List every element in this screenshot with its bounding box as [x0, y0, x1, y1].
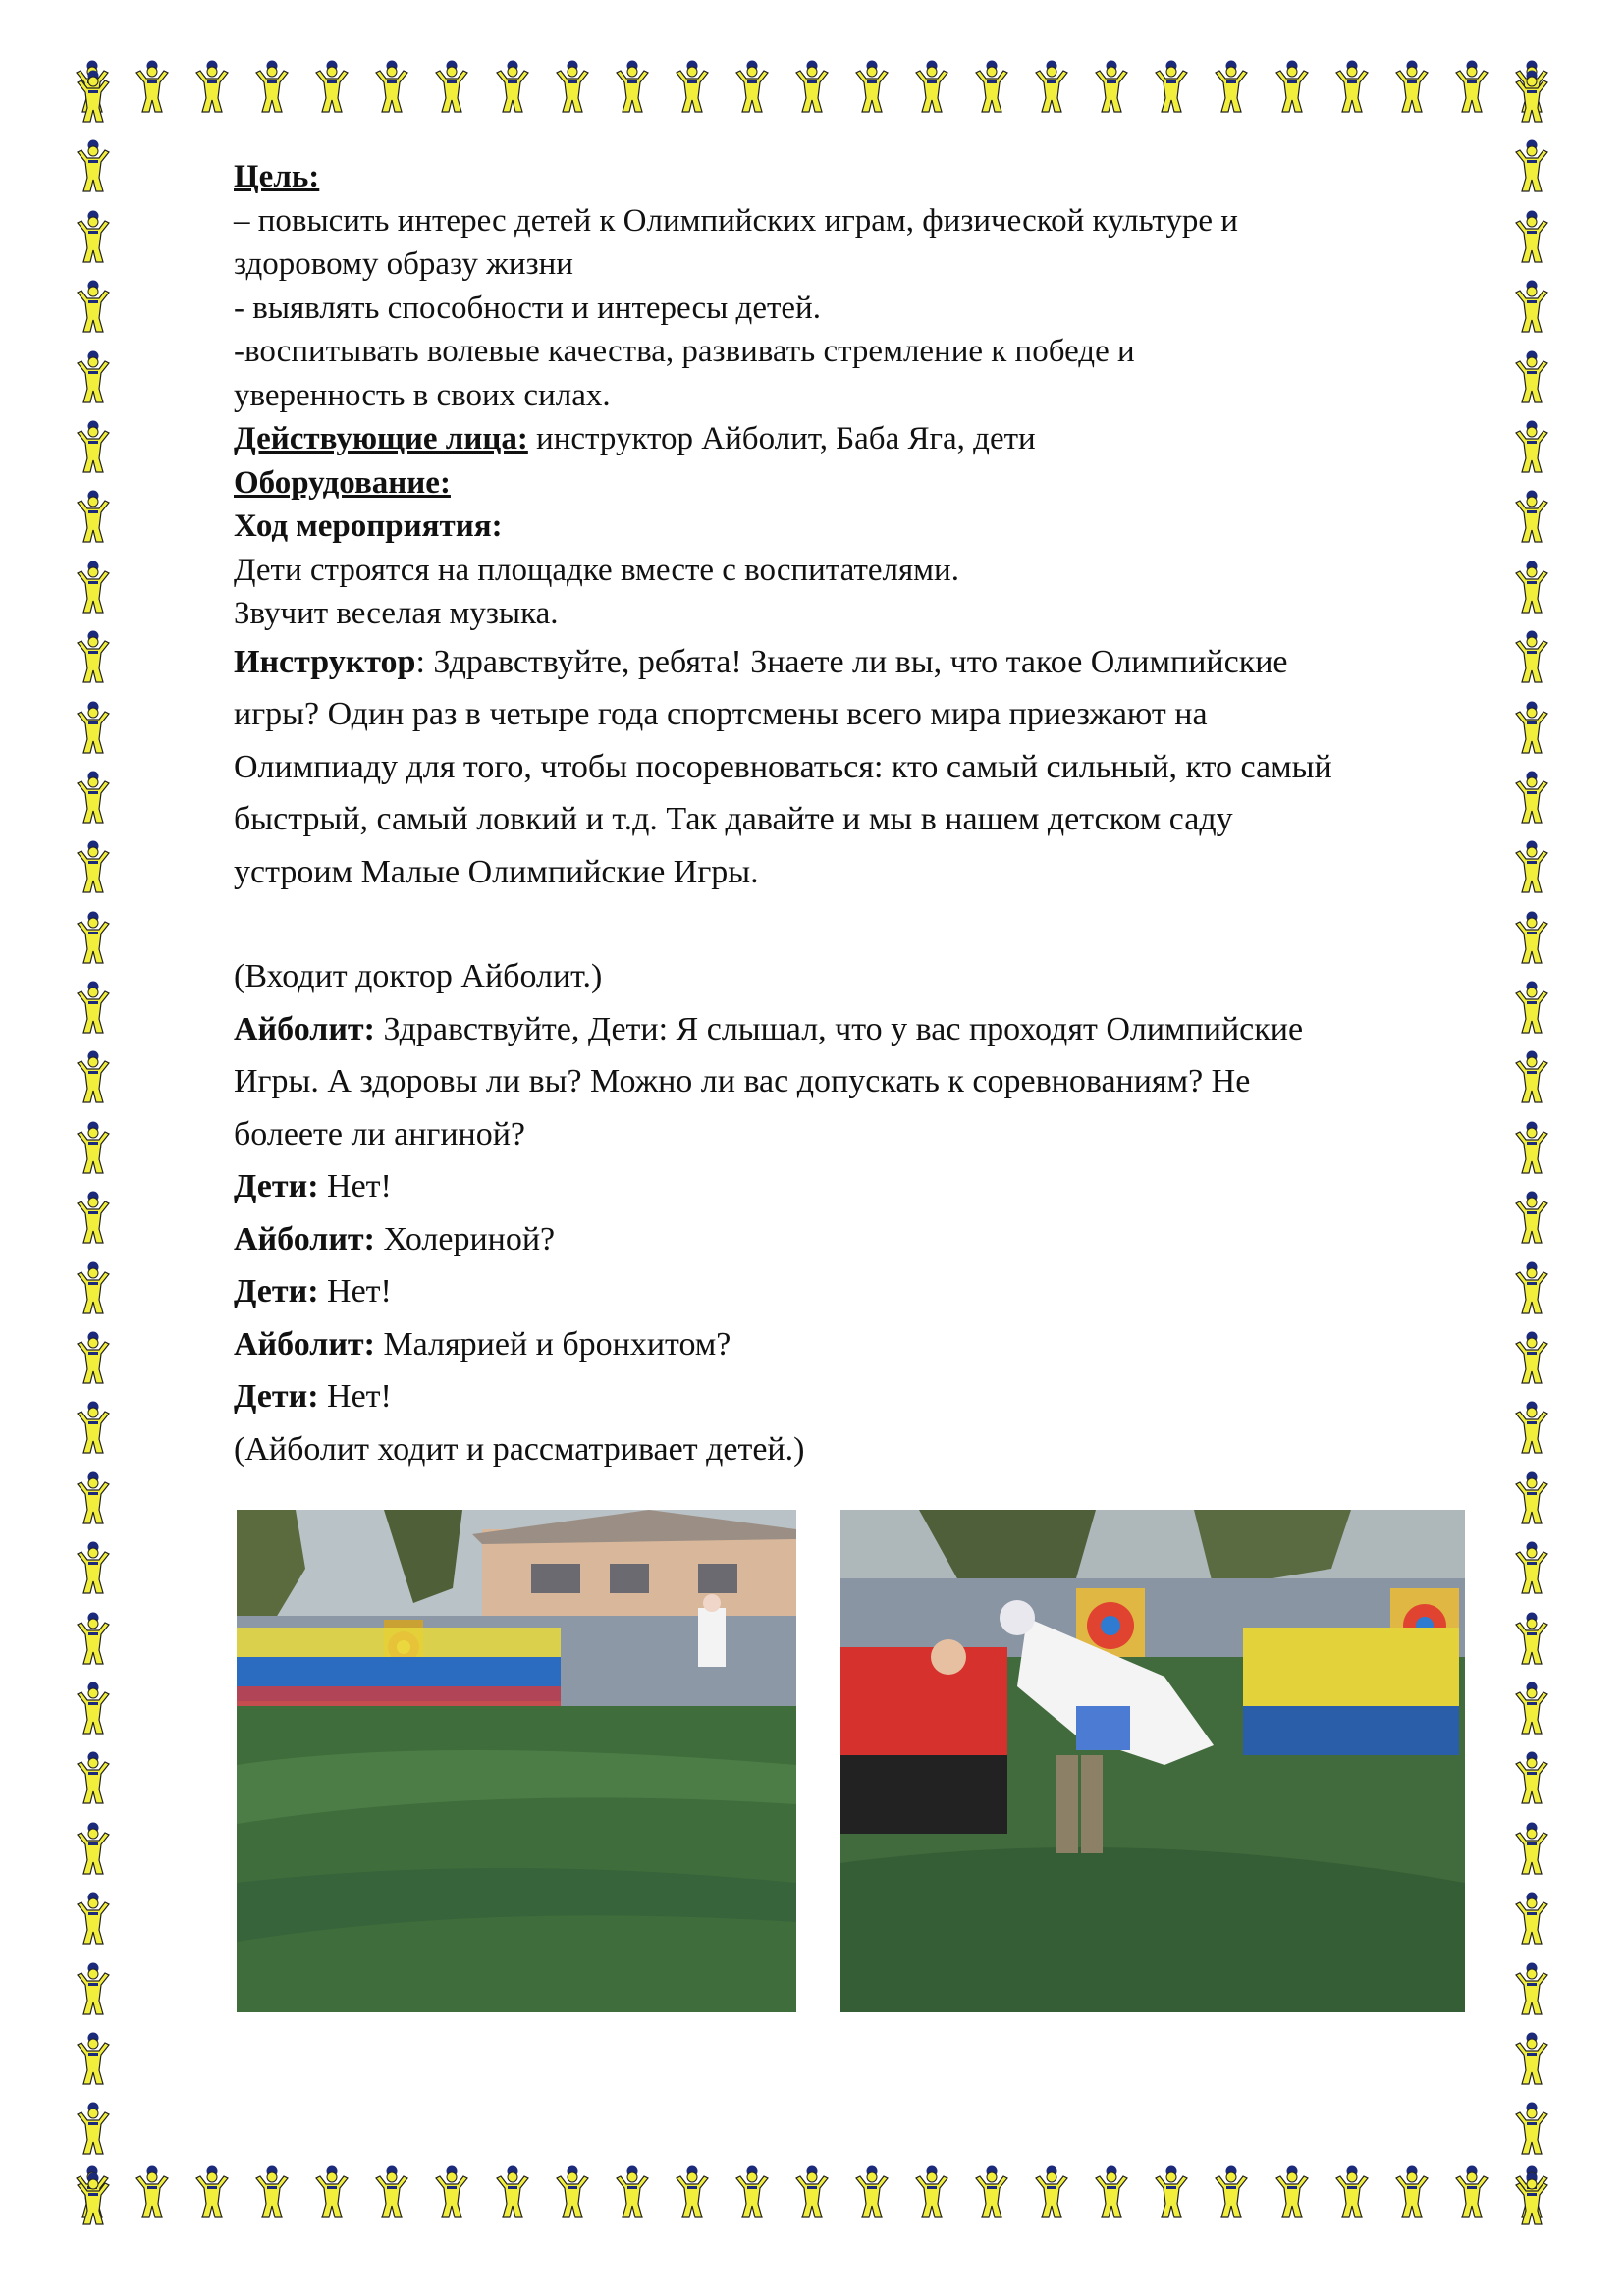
- border-figure-icon: [1512, 1821, 1551, 1878]
- border-figure-icon: [74, 1961, 113, 2018]
- border-bottom: [73, 2164, 1551, 2233]
- border-figure-icon: [74, 1540, 113, 1597]
- border-figure-icon: [852, 2164, 892, 2221]
- border-figure-icon: [1452, 2164, 1491, 2221]
- speaker-label: Айболит:: [234, 1325, 375, 1362]
- border-figure-icon: [613, 59, 652, 116]
- border-figure-icon: [1512, 1961, 1551, 2018]
- border-figure-icon: [74, 2031, 113, 2088]
- border-figure-icon: [74, 1260, 113, 1317]
- border-figure-icon: [74, 2101, 113, 2158]
- dialogue-line: Малярией и бронхитом?: [374, 1325, 731, 1362]
- border-figure-icon: [1512, 2171, 1551, 2228]
- border-figure-icon: [74, 560, 113, 616]
- border-figure-icon: [1212, 59, 1251, 116]
- border-figure-icon: [972, 2164, 1011, 2221]
- border-figure-icon: [74, 700, 113, 757]
- border-figure-icon: [74, 629, 113, 686]
- border-figure-icon: [1512, 2031, 1551, 2088]
- border-figure-icon: [912, 2164, 951, 2221]
- border-right: [1512, 69, 1551, 2228]
- stage-direction: (Айболит ходит и рассматривает детей.): [234, 1430, 805, 1468]
- border-figure-icon: [1512, 1891, 1551, 1948]
- border-figure-icon: [1512, 910, 1551, 967]
- border-figure-icon: [252, 59, 292, 116]
- dialogue-line: Нет!: [318, 1378, 392, 1415]
- border-figure-icon: [732, 59, 772, 116]
- border-figure-icon: [1512, 1120, 1551, 1177]
- goal-heading: Цель:: [234, 159, 320, 194]
- border-figure-icon: [192, 2164, 232, 2221]
- border-figure-icon: [673, 2164, 712, 2221]
- border-figure-icon: [74, 1120, 113, 1177]
- goal-line: -воспитывать волевые качества, развивать стремление к победе и: [234, 334, 1135, 369]
- goal-line: здоровому образу жизни: [234, 246, 573, 282]
- border-figure-icon: [432, 2164, 471, 2221]
- border-figure-icon: [1212, 2164, 1251, 2221]
- border-figure-icon: [312, 59, 352, 116]
- border-figure-icon: [74, 1049, 113, 1106]
- border-figure-icon: [1512, 419, 1551, 476]
- border-figure-icon: [74, 419, 113, 476]
- border-figure-icon: [1272, 59, 1312, 116]
- border-figure-icon: [432, 59, 471, 116]
- instructor-line: : Здравствуйте, ребята! Знаете ли вы, что такое Олимпийские: [415, 643, 1288, 680]
- border-figure-icon: [1512, 770, 1551, 827]
- border-figure-icon: [1512, 1190, 1551, 1247]
- border-figure-icon: [1512, 1260, 1551, 1317]
- dialogue: [234, 950, 1510, 1475]
- border-figure-icon: [74, 489, 113, 546]
- border-figure-icon: [1512, 629, 1551, 686]
- equipment-label: Оборудование:: [234, 464, 451, 501]
- border-figure-icon: [74, 1821, 113, 1878]
- course-line: Звучит веселая музыка.: [234, 596, 559, 631]
- border-figure-icon: [1512, 560, 1551, 616]
- border-figure-icon: [1332, 59, 1372, 116]
- border-figure-icon: [1512, 1049, 1551, 1106]
- instructor-line: Олимпиаду для того, чтобы посоревноваться: кто самый сильный, кто самый: [234, 748, 1332, 785]
- border-top: [73, 59, 1551, 128]
- border-figure-icon: [732, 2164, 772, 2221]
- border-figure-icon: [74, 209, 113, 266]
- border-figure-icon: [1512, 69, 1551, 126]
- course-label: Ход мероприятия:: [234, 508, 503, 544]
- dialogue-line: Игры. А здоровы ли вы? Можно ли вас допускать к соревнованиям? Не: [234, 1063, 1251, 1099]
- border-figure-icon: [1152, 59, 1191, 116]
- border-figure-icon: [1512, 1681, 1551, 1737]
- border-figure-icon: [74, 349, 113, 406]
- border-figure-icon: [673, 59, 712, 116]
- border-figure-icon: [1512, 279, 1551, 336]
- border-figure-icon: [613, 2164, 652, 2221]
- document-body: [234, 155, 1510, 1475]
- border-figure-icon: [1512, 489, 1551, 546]
- border-figure-icon: [852, 59, 892, 116]
- border-figure-icon: [74, 1681, 113, 1737]
- border-figure-icon: [1512, 138, 1551, 195]
- border-figure-icon: [1392, 2164, 1432, 2221]
- border-figure-icon: [1272, 2164, 1312, 2221]
- speaker-label: Дети:: [234, 1378, 319, 1415]
- characters-text: инструктор Айболит, Баба Яга, дети: [527, 421, 1036, 456]
- border-figure-icon: [1512, 1611, 1551, 1668]
- border-figure-icon: [74, 1190, 113, 1247]
- border-figure-icon: [1512, 349, 1551, 406]
- border-figure-icon: [1092, 2164, 1131, 2221]
- border-figure-icon: [1452, 59, 1491, 116]
- border-figure-icon: [74, 1750, 113, 1807]
- border-figure-icon: [74, 1891, 113, 1948]
- border-figure-icon: [1032, 59, 1071, 116]
- instructor-line: быстрый, самый ловкий и т.д. Так давайте и мы в нашем детском саду: [234, 801, 1233, 837]
- border-figure-icon: [74, 2171, 113, 2228]
- stage-direction: (Входит доктор Айболит.): [234, 958, 603, 994]
- border-figure-icon: [553, 2164, 592, 2221]
- photo-doctor-examining: [840, 1510, 1465, 2012]
- border-figure-icon: [133, 2164, 172, 2221]
- border-figure-icon: [74, 839, 113, 896]
- border-figure-icon: [912, 59, 951, 116]
- border-figure-icon: [192, 59, 232, 116]
- border-figure-icon: [1512, 1400, 1551, 1457]
- characters-label: Действующие лица:: [234, 421, 528, 456]
- dialogue-line: Здравствуйте, Дети: Я слышал, что у вас проходят Олимпийские: [374, 1010, 1304, 1047]
- border-figure-icon: [74, 1611, 113, 1668]
- border-figure-icon: [133, 59, 172, 116]
- dialogue-line: Нет!: [318, 1168, 392, 1204]
- course-line: Дети строятся на площадке вместе с воспитателями.: [234, 552, 959, 588]
- border-left: [74, 69, 113, 2228]
- border-figure-icon: [493, 59, 532, 116]
- border-figure-icon: [792, 2164, 832, 2221]
- border-figure-icon: [1512, 209, 1551, 266]
- border-figure-icon: [553, 59, 592, 116]
- border-figure-icon: [252, 2164, 292, 2221]
- speaker-label: Айболит:: [234, 1220, 375, 1257]
- goal-line: уверенность в своих силах.: [234, 377, 611, 413]
- border-figure-icon: [1152, 2164, 1191, 2221]
- border-figure-icon: [972, 59, 1011, 116]
- dialogue-line: Нет!: [318, 1273, 392, 1309]
- border-figure-icon: [1512, 1470, 1551, 1527]
- border-figure-icon: [74, 770, 113, 827]
- instructor-line: игры? Один раз в четыре года спортсмены всего мира приезжают на: [234, 696, 1208, 732]
- border-figure-icon: [74, 279, 113, 336]
- border-figure-icon: [1512, 1540, 1551, 1597]
- speaker-label: Айболит:: [234, 1010, 375, 1047]
- border-figure-icon: [1332, 2164, 1372, 2221]
- goal-line: - выявлять способности и интересы детей.: [234, 290, 821, 326]
- border-figure-icon: [312, 2164, 352, 2221]
- border-figure-icon: [1512, 980, 1551, 1037]
- border-figure-icon: [372, 59, 411, 116]
- border-figure-icon: [1512, 1750, 1551, 1807]
- border-figure-icon: [1092, 59, 1131, 116]
- speaker-label: Дети:: [234, 1168, 319, 1204]
- instructor-speech: [234, 636, 1510, 899]
- border-figure-icon: [1032, 2164, 1071, 2221]
- border-figure-icon: [74, 138, 113, 195]
- border-figure-icon: [74, 910, 113, 967]
- border-figure-icon: [493, 2164, 532, 2221]
- border-figure-icon: [74, 1400, 113, 1457]
- border-figure-icon: [1512, 1330, 1551, 1387]
- border-figure-icon: [1392, 59, 1432, 116]
- border-figure-icon: [792, 59, 832, 116]
- photo-children-lineup: [237, 1510, 796, 2012]
- border-figure-icon: [1512, 2101, 1551, 2158]
- border-figure-icon: [372, 2164, 411, 2221]
- instructor-line: устроим Малые Олимпийские Игры.: [234, 853, 759, 890]
- border-figure-icon: [1512, 839, 1551, 896]
- border-figure-icon: [74, 980, 113, 1037]
- goal-section: [234, 155, 1510, 636]
- goal-line: – повысить интерес детей к Олимпийских играм, физической культуре и: [234, 202, 1238, 239]
- border-figure-icon: [74, 1330, 113, 1387]
- instructor-label: Инструктор: [234, 643, 416, 680]
- border-figure-icon: [74, 69, 113, 126]
- dialogue-line: Холериной?: [374, 1220, 556, 1257]
- dialogue-line: болеете ли ангиной?: [234, 1115, 526, 1152]
- border-figure-icon: [74, 1470, 113, 1527]
- border-figure-icon: [1512, 700, 1551, 757]
- speaker-label: Дети:: [234, 1273, 319, 1309]
